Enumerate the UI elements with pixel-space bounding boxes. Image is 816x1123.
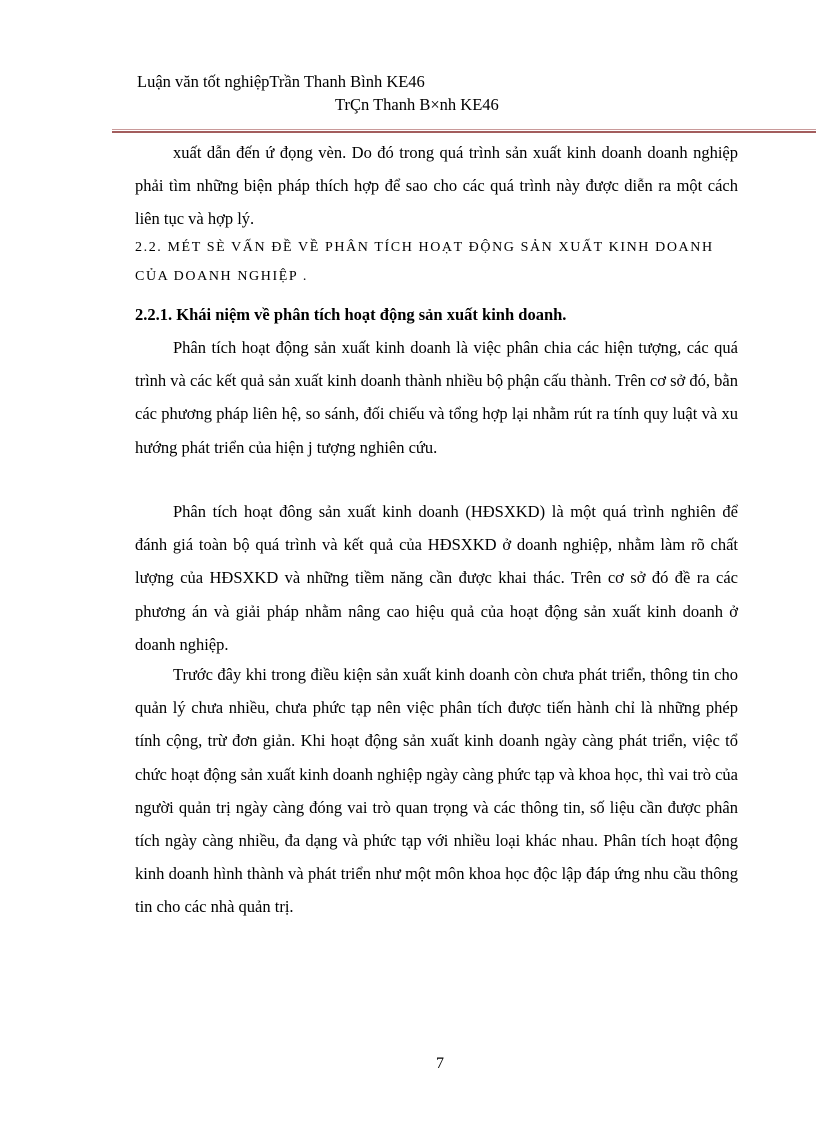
header-divider-thin — [112, 129, 816, 130]
body-paragraph-definition: Phân tích hoạt động sản xuất kinh doanh là việc phân chia các hiện tượng, các quá trình và các kết quả sản xuất kinh doanh thành nhiều bộ phận cấu thành. Trên cơ sở đó, bằn các phương pháp liên hệ, so sánh, đối chiếu và tổng hợp lại nhằm rút ra tính quy luật và xu hướng phát triển của hiện j tượng nghiên cứu. — [135, 338, 738, 457]
body-paragraph-purpose: Phân tích hoạt đông sản xuất kinh doanh (HĐSXKD) là một quá trình nghiên để đánh giá toàn bộ quá trình và kết quả của HĐSXKD ở doanh nghiệp, nhằm làm rõ chất lượng của HĐSXKD và những tiềm năng cần được khai thác. Trên cơ sở đó đề ra các phương án và giải pháp nhằm nâng cao hiệu quả của hoạt động sản xuất kinh doanh ở doanh nghiệp. — [135, 502, 738, 654]
section-heading: 2.2. MÉT SÈ VẤN ĐỀ VỀ PHÂN TÍCH HOẠT ĐỘNG SẢN XUẤT KINH DOANH CỦA DOANH NGHIỆP . — [135, 240, 714, 284]
page-number: 7 — [436, 1055, 444, 1072]
subsection-heading: 2.2.1. Khái niệm về phân tích hoạt động sản xuất kinh doanh. — [135, 305, 567, 324]
body-paragraph-history: Trước đây khi trong điều kiện sản xuất kinh doanh còn chưa phát triển, thông tin cho quản lý chưa nhiều, chưa phức tạp nên việc phân tích được tiến hành chỉ là những phép tính cộng, trừ đơn giản. Khi hoạt động sản xuất kinh doanh ngày càng phát triển, việc tổ chức hoạt động sản xuất kinh doanh nghiệp ngày càng phức tạp và khoa học, thì vai trò của người quản trị ngày càng đóng vai trò quan trọng và các thông tin, số liệu cần được phân tích ngày càng nhiều, đa dạng và phức tạp với nhiều loại khác nhau. Phân tích hoạt động kinh doanh hình thành và phát triển như một môn khoa học độc lập đáp ứng nhu cầu thông tin cho các nhà quản trị. — [135, 665, 739, 917]
header-title-line: Luận văn tốt nghiệpTrần Thanh Bình KE46 — [137, 72, 425, 91]
intro-paragraph: xuất dẫn đến ứ đọng vèn. Do đó trong quá trình sản xuất kinh doanh doanh nghiệp phải tìm những biện pháp thích hợp để sao cho các quá trình này được diễn ra một cách liên tục và hợp lý. — [135, 143, 738, 229]
header-divider-thick — [112, 131, 816, 133]
header-author-line: TrÇn Thanh B×nh KE46 — [335, 95, 499, 114]
